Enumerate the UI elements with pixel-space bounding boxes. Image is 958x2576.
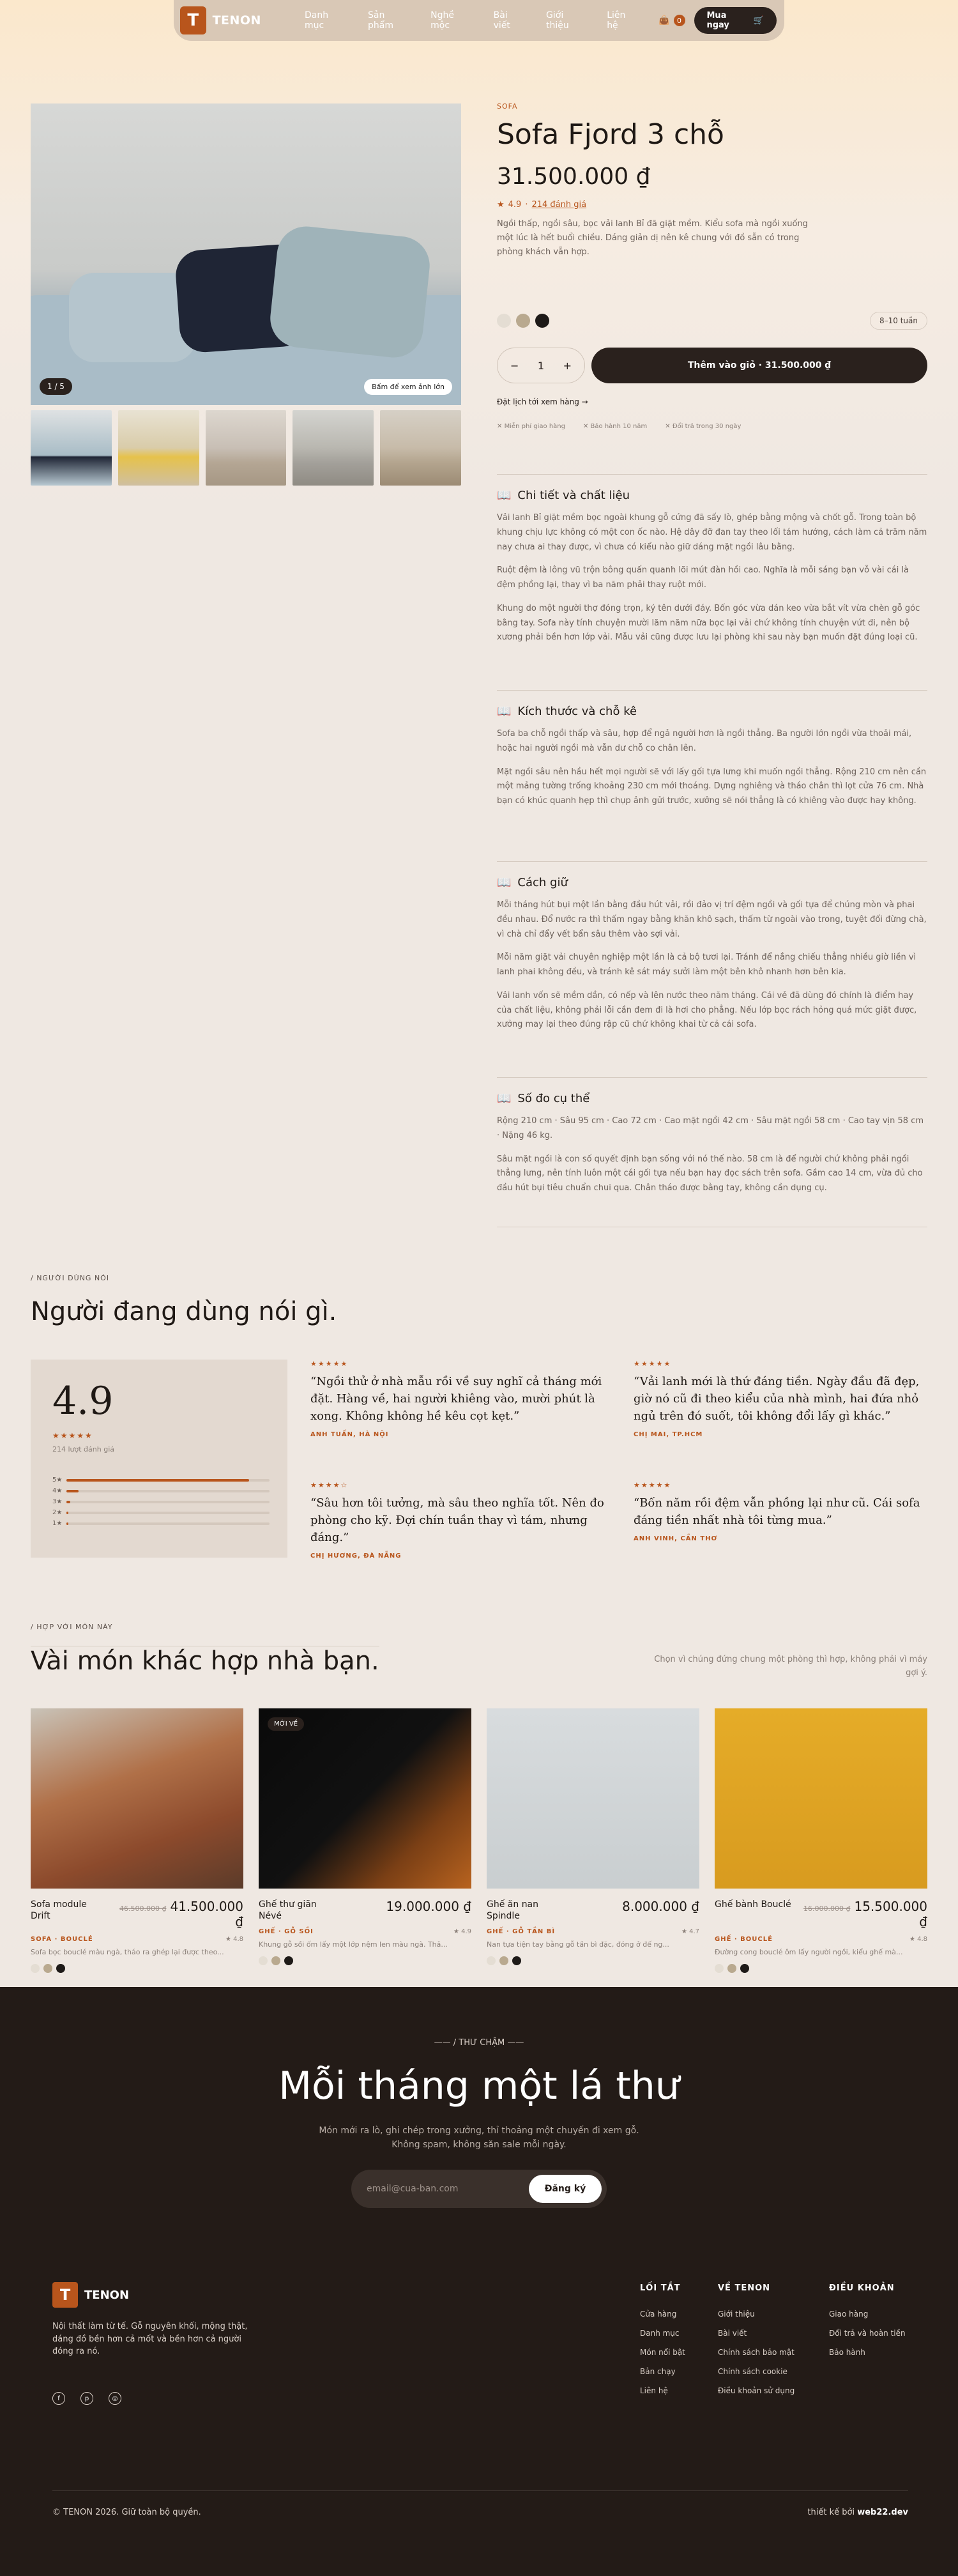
purchase-row xyxy=(497,348,927,383)
section-paragraph: Sâu mặt ngồi là con số quyết định bạn sống với nó thế nào. 58 cm là để người chứ không phải ngồi thẳng lưng, nên tính luôn một cái gối tựa nếu bạn hay đọc sách trên sofa. Gầm cao 14 cm, vừa đủ cho đầu hút bụi tiêu chuẩn chui qua. Chân tháo được bằng tay, không cần dụng cụ. xyxy=(497,1154,923,1193)
review-quote: “Bốn năm rồi đệm vẫn phồng lại như cũ. Cái sofa đáng tiền nhất nhà tôi từng mua.” xyxy=(634,1496,920,1527)
perk-free-shipping: ✕ Miễn phí giao hàng xyxy=(497,423,565,430)
review-card xyxy=(310,1360,604,1438)
footer-link[interactable]: Bài viết xyxy=(718,2329,747,2338)
product-main-image[interactable] xyxy=(31,103,461,405)
product-card-desc: Khung gỗ sồi ốm lấy một lớp nệm len màu ngà. Thả... xyxy=(259,1940,448,1949)
section-care xyxy=(497,861,927,1041)
related-kicker: / HỢP VỚI MÓN NÀY xyxy=(31,1623,113,1631)
newsletter-title: Mỗi tháng một lá thư xyxy=(278,2064,680,2108)
review-quote: “Sâu hơn tôi tưởng, mà sâu theo nghĩa tốt. Nên đo phòng cho kỹ. Đợi chín tuần thay vì tám, nhưng đáng.” xyxy=(310,1496,604,1544)
rating-bar-label: 1★ xyxy=(52,1520,63,1527)
review-card xyxy=(634,1481,927,1542)
product-card[interactable] xyxy=(259,1708,471,1973)
rating-distribution xyxy=(52,1475,270,1529)
product-card-image[interactable] xyxy=(31,1708,243,1889)
color-swatches xyxy=(497,312,927,330)
rating-bar-label: 2★ xyxy=(52,1509,63,1516)
nav-links xyxy=(305,10,658,31)
product-title: Sofa Fjord 3 chỗ xyxy=(497,118,724,151)
product-card-rating: ★ 4.8 xyxy=(225,1936,243,1943)
nav-link-categories[interactable]: Danh mục xyxy=(304,10,329,31)
swatch[interactable] xyxy=(499,1956,508,1965)
copyright: © TENON 2026. Giữ toàn bộ quyền. xyxy=(52,2508,201,2517)
section-paragraph: Vải lanh Bỉ giặt mềm bọc ngoài khung gỗ cứng đã sấy lò, ghép bằng mộng và chốt gỗ. Trong toàn bộ khung chịu lực không có một con ốc nào. Hệ dây đỡ đan tay theo lối tám hướng, cách làm cả trăm năm nay chưa ai thay được, vì chưa có kiểu nào giữ dáng mặt ngồi lâu bằng. xyxy=(497,513,927,552)
social-links xyxy=(52,2392,121,2405)
footer-link[interactable]: Liên hệ xyxy=(640,2386,668,2395)
rating-bar-row xyxy=(52,1485,270,1496)
product-card-tag: GHẾ · GỖ TẦN BÌ xyxy=(487,1928,556,1936)
footer-bottom xyxy=(52,2490,908,2517)
subscribe-button[interactable]: Đăng ký xyxy=(529,2175,602,2203)
review-stars: ★★★★★ xyxy=(634,1360,672,1368)
section-size xyxy=(497,690,927,818)
product-info xyxy=(497,102,927,1193)
swatch-sand[interactable] xyxy=(516,314,530,328)
product-card-tag: GHẾ · BOUCLÉ xyxy=(715,1936,773,1943)
image-counter: 1 / 5 xyxy=(40,378,72,395)
product-card-price: 19.000.000 ₫ xyxy=(386,1899,471,1914)
product-card-price: 8.000.000 ₫ xyxy=(622,1899,699,1914)
rating-bar-label: 4★ xyxy=(52,1487,63,1494)
quantity-value[interactable]: 1 xyxy=(537,359,545,372)
product-card-swatches xyxy=(715,1964,927,1973)
facebook-icon[interactable]: f xyxy=(52,2392,65,2405)
section-care-header[interactable] xyxy=(497,876,927,889)
section-title: Cách giữ xyxy=(517,876,568,889)
swatch[interactable] xyxy=(31,1964,40,1973)
old-price: 16.000.000 ₫ xyxy=(803,1905,851,1913)
product-card[interactable] xyxy=(487,1708,699,1973)
footer-col-shortcuts xyxy=(640,2283,685,2405)
footer-col-terms xyxy=(829,2283,906,2367)
logo-mark: T xyxy=(52,2282,78,2308)
product-price: 31.500.000 ₫ xyxy=(497,164,651,190)
nav-link-blog[interactable]: Bài viết xyxy=(493,10,510,31)
review-stars: ★★★★★ xyxy=(634,1481,672,1489)
cart-count-badge: 0 xyxy=(674,15,685,26)
rating-bar-row xyxy=(52,1496,270,1507)
footer-link[interactable]: Danh mục xyxy=(640,2329,680,2338)
footer-col-title: ĐIỀU KHOẢN xyxy=(829,2283,895,2293)
review-stars: ★★★★☆ xyxy=(310,1481,349,1489)
rating-bar-fill xyxy=(66,1512,68,1514)
pillow-shape xyxy=(268,224,433,360)
star-icon: ★ xyxy=(497,200,505,210)
perk-warranty: ✕ Bảo hành 10 năm xyxy=(582,423,648,430)
nav-link-products[interactable]: Sản phẩm xyxy=(367,10,393,31)
book-icon: 📖 xyxy=(497,876,512,889)
rating-bar-row xyxy=(52,1507,270,1518)
product-card-rating: ★ 4.7 xyxy=(681,1928,699,1936)
product-card-rating: ★ 4.8 xyxy=(909,1936,927,1943)
review-stars: ★★★★★ xyxy=(310,1360,349,1368)
product-card[interactable] xyxy=(31,1708,243,1973)
instagram-icon[interactable]: ◎ xyxy=(109,2392,121,2405)
rating-line xyxy=(497,200,927,210)
cart-icon: 🛒 xyxy=(753,15,764,26)
cart-button[interactable] xyxy=(658,15,685,26)
reviews-kicker: / NGƯỜI DÙNG NÓI xyxy=(31,1274,110,1282)
rating-bar-row xyxy=(52,1475,270,1485)
footer-link[interactable]: Chính sách cookie xyxy=(718,2367,787,2376)
thumbnail-strip xyxy=(31,410,461,487)
footer-link[interactable]: Bản chạy xyxy=(640,2367,676,2376)
section-paragraph: Mặt ngồi sâu nên hầu hết mọi người sẽ với lấy gối tựa lưng khi muốn ngồi thẳng. Rộng 210 cm nên cần một mảng tường trống khoảng 230 cm mới thoáng. Dựng nghiêng và tháo chân thì lọt cửa 76 cm. Nhà bạn có khúc quanh hẹp thì chụp ảnh gửi trước, xưởng sẽ nói thẳng là có khiêng vào được hay không. xyxy=(497,767,927,806)
quantity-stepper xyxy=(497,348,585,383)
swatch[interactable] xyxy=(512,1956,521,1965)
credit-link[interactable]: web22.dev xyxy=(857,2508,908,2517)
product-card-tag: GHẾ · GỖ SỒI xyxy=(259,1928,314,1936)
book-icon: 📖 xyxy=(497,1092,512,1105)
book-icon: 📖 xyxy=(497,489,512,502)
perks-row xyxy=(497,423,741,430)
nav-link-craft[interactable]: Nghề mộc xyxy=(430,10,454,31)
plus-button[interactable]: + xyxy=(563,359,572,372)
swatch[interactable] xyxy=(43,1964,52,1973)
bag-icon: 👜 xyxy=(658,15,670,26)
footer-logo[interactable] xyxy=(52,2282,129,2308)
rating-bar-fill xyxy=(66,1490,79,1492)
book-visit-link[interactable]: Đặt lịch tới xem hàng → xyxy=(497,397,588,406)
product-card-tag: SOFA · BOUCLÉ xyxy=(31,1936,93,1943)
newsletter-subtitle: Món mới ra lò, ghi chép trong xưởng, thỉ thoảng một chuyến đi xem gỗ. Không spam, không săn sale mỗi ngày. xyxy=(319,2126,639,2150)
review-author: CHỊ HƯƠNG, ĐÀ NẴNG xyxy=(310,1552,402,1560)
rating-score: 4.9 xyxy=(52,1379,114,1423)
rating-bar-track xyxy=(66,1512,270,1514)
section-title: Kích thước và chỗ kê xyxy=(517,705,637,718)
section-dimensions xyxy=(497,1077,927,1205)
review-card xyxy=(634,1360,927,1438)
product-card-name[interactable]: Ghế ăn nan Spindle xyxy=(487,1899,539,1922)
old-price: 46.500.000 ₫ xyxy=(119,1905,167,1913)
lead-time-badge: 8–10 tuần xyxy=(870,312,927,330)
rating-bar-track xyxy=(66,1490,270,1492)
swatch[interactable] xyxy=(715,1964,724,1973)
rating-bar-track xyxy=(66,1522,270,1525)
section-paragraph: Vải lanh vốn sẽ mềm dần, có nếp và lên nước theo năm tháng. Cái vẻ đã dùng đó chính là điểm hay của chất liệu, không phải lỗi cần đem đi là hơi cho phẳng. Nếu lớp bọc rách hỏng quá mức giặt được, xưởng may lại theo đúng rập cũ chứ không khai từ cả cái sofa. xyxy=(497,990,917,1030)
add-to-cart-button[interactable]: Thêm vào giỏ · 31.500.000 ₫ xyxy=(591,348,927,383)
rating-value: 4.9 xyxy=(508,200,522,210)
section-paragraph: Rộng 210 cm · Sâu 95 cm · Cao 72 cm · Cao mặt ngồi 42 cm · Sâu mặt ngồi 58 cm · Cao tay vịn 58 cm · Nặng 46 kg. xyxy=(497,1116,924,1140)
product-card-price: 16.000.000 ₫ 15.500.000 ₫ xyxy=(803,1899,927,1929)
section-details xyxy=(497,474,927,654)
brand-name[interactable]: TENON xyxy=(212,13,261,27)
swatch-charcoal[interactable] xyxy=(535,314,549,328)
nav-link-about[interactable]: Giới thiệu xyxy=(546,10,569,31)
review-quote: “Vải lanh mới là thứ đáng tiền. Ngày đầu đã đẹp, giờ nó cũ đi theo kiểu của nhà mình, hai đứa nhỏ ngủ trên đó suốt, tôi không đổi lấy gì khác.” xyxy=(634,1375,920,1423)
credit: thiết kế bởi web22.dev xyxy=(807,2508,908,2517)
review-quote: “Ngồi thử ở nhà mẫu rồi về suy nghĩ cả tháng mới đặt. Hàng về, hai người khiêng vào, mười phút là xong. Không không hề kêu cọt kẹt.” xyxy=(310,1375,602,1423)
section-paragraph: Khung do một người thợ đóng trọn, ký tên dưới đáy. Bốn góc vừa dán keo vừa bắt vít vừa chèn gỗ góc bằng tay. Sofa này tính chuyện mười lăm năm nữa bọc lại vải chứ không tính chuyện vứt đi, nên bộ xương phải bền hơn lớp vải. Mẫu vải cũng được lưu lại phòng khi sau này bạn muốn đặt đúng loại cũ. xyxy=(497,603,920,643)
footer-col-title: VỀ TENON xyxy=(718,2283,771,2293)
section-paragraph: Mỗi năm giặt vải chuyên nghiệp một lần là cả bộ tươi lại. Tránh để nắng chiếu thẳng nhiều giờ liền vì lanh phai không đều, và tránh kê sát máy sưởi làm một bên khô nhanh hơn bên kia. xyxy=(497,953,916,977)
review-author: CHỊ MAI, TP.HCM xyxy=(634,1431,703,1438)
logo-mark[interactable]: T xyxy=(180,6,206,34)
section-details-header[interactable] xyxy=(497,489,927,502)
product-card-image[interactable] xyxy=(259,1708,471,1889)
product-category[interactable]: SOFA xyxy=(497,102,518,111)
related-note: Chọn vì chúng đứng chung một phòng thì hợp, không phải vì máy gợi ý. xyxy=(654,1655,927,1678)
product-card-swatches xyxy=(31,1964,243,1973)
related-title: Vài món khác hợp nhà bạn. xyxy=(31,1646,379,1676)
review-card xyxy=(310,1481,604,1560)
related-products xyxy=(31,1708,927,1973)
section-title: Chi tiết và chất liệu xyxy=(517,489,630,502)
rating-bar-track xyxy=(66,1501,270,1503)
product-card-image[interactable] xyxy=(715,1708,927,1889)
swatch[interactable] xyxy=(727,1964,736,1973)
section-title: Số đo cụ thể xyxy=(517,1092,590,1105)
newsletter-form xyxy=(351,2170,607,2208)
perk-returns: ✕ Đổi trả trong 30 ngày xyxy=(665,423,741,430)
nav-link-contact[interactable]: Liên hệ xyxy=(607,10,626,31)
rating-bar-fill xyxy=(66,1522,68,1525)
swatch[interactable] xyxy=(284,1956,293,1965)
thumbnail-3[interactable] xyxy=(206,410,287,486)
thumbnail-1[interactable] xyxy=(31,410,112,486)
section-paragraph: Sofa ba chỗ ngồi thấp và sâu, hợp để ngả người hơn là ngồi thẳng. Ba người lớn ngồi vừa thoải mái, hoặc hai người ngồi mà vẫn dư chỗ co chân lên. xyxy=(497,729,912,753)
minus-button[interactable]: − xyxy=(510,359,519,372)
footer-link[interactable]: Bảo hành xyxy=(829,2348,865,2357)
rating-bar-fill xyxy=(66,1479,249,1482)
product-card-swatches xyxy=(487,1956,699,1965)
review-author: ANH VINH, CẦN THƠ xyxy=(634,1535,718,1542)
zoom-hint-button[interactable]: Bấm để xem ảnh lớn xyxy=(364,379,452,395)
footer-link[interactable]: Món nổi bật xyxy=(640,2348,685,2357)
email-input[interactable]: email@cua-ban.com xyxy=(367,2184,459,2194)
footer-col-title: LỐI TẮT xyxy=(640,2283,681,2293)
footer-link[interactable]: Đổi trả và hoàn tiền xyxy=(829,2329,906,2338)
product-card[interactable] xyxy=(715,1708,927,1973)
product-card-image[interactable] xyxy=(487,1708,699,1889)
buy-now-button[interactable] xyxy=(694,7,777,34)
rating-summary xyxy=(31,1360,287,1558)
review-author: ANH TUẤN, HÀ NỘI xyxy=(310,1431,389,1438)
rating-bar-label: 5★ xyxy=(52,1476,63,1483)
footer-link[interactable]: Điều khoản sử dụng xyxy=(718,2386,795,2395)
brand-name: TENON xyxy=(84,2288,130,2302)
product-card-price: 46.500.000 ₫ 41.500.000 ₫ xyxy=(119,1899,243,1929)
footer-tagline: Nội thất làm từ tế. Gỗ nguyên khối, mộng thật, dáng đồ bền hơn cả mốt và bền hơn cả người đóng ra nó. xyxy=(52,2322,248,2356)
footer-link[interactable]: Chính sách bảo mật xyxy=(718,2348,795,2357)
product-card-name[interactable]: Ghế bành Bouclé xyxy=(715,1899,791,1910)
rating-bar-label: 3★ xyxy=(52,1498,63,1505)
buy-now-label: Mua ngay xyxy=(706,11,729,30)
product-card-desc: Sofa bọc bouclé màu ngà, tháo ra ghép lại được theo... xyxy=(31,1948,224,1956)
swatch-linen[interactable] xyxy=(497,314,511,328)
thumbnail-5[interactable] xyxy=(380,410,461,486)
rating-stars: ★★★★★ xyxy=(52,1431,93,1440)
reviews-title: Người đang dùng nói gì. xyxy=(31,1297,337,1326)
swatch[interactable] xyxy=(56,1964,65,1973)
review-count-link[interactable]: 214 đánh giá xyxy=(531,200,587,210)
dot-separator: · xyxy=(525,200,528,210)
product-card-desc: Nan tựa tiện tay bằng gỗ tần bì đặc, đóng ở đế ng... xyxy=(487,1940,669,1949)
swatch[interactable] xyxy=(271,1956,280,1965)
product-card-swatches xyxy=(259,1956,471,1965)
swatch[interactable] xyxy=(740,1964,749,1973)
product-card-name[interactable]: Ghế thư giãn Névé xyxy=(259,1899,317,1922)
newsletter-kicker: —— / THƯ CHẬM —— xyxy=(434,2038,524,2048)
section-paragraph: Ruột đệm là lông vũ trộn bông quấn quanh lõi mút đàn hồi cao. Nghĩa là mỗi sáng bạn vỗ vài cái là đệm phồng lại, thay vì ba năm phải thay ruột mới. xyxy=(497,565,909,590)
rating-count: 214 lượt đánh giá xyxy=(52,1445,115,1453)
product-card-rating: ★ 4.9 xyxy=(453,1928,471,1936)
product-card-name[interactable]: Sofa module Drift xyxy=(31,1899,87,1922)
product-card-desc: Đường cong bouclé ôm lấy người ngồi, kiểu ghế mà... xyxy=(715,1948,903,1956)
rating-bar-row xyxy=(52,1518,270,1529)
thumbnail-4[interactable] xyxy=(293,410,374,486)
rating-bar-track xyxy=(66,1479,270,1482)
swatch[interactable] xyxy=(259,1956,268,1965)
footer-link[interactable]: Cửa hàng xyxy=(640,2310,677,2319)
rating-bar-fill xyxy=(66,1501,70,1503)
footer-link[interactable]: Giao hàng xyxy=(829,2310,869,2319)
footer xyxy=(0,1987,958,2576)
book-icon: 📖 xyxy=(497,705,512,718)
section-dimensions-header[interactable] xyxy=(497,1092,927,1105)
thumbnail-2[interactable] xyxy=(118,410,199,486)
swatch[interactable] xyxy=(487,1956,496,1965)
section-paragraph: Mỗi tháng hút bụi một lần bằng đầu hút vải, rồi đảo vị trí đệm ngồi và gối tựa để chúng mòn và phai đều nhau. Đổ nước ra thì thấm ngay bằng khăn khô sạch, thấm từ ngoài vào trong, tuyệt đối đừng chà, vì chà chỉ đẩy vết bẩn sâu thêm vào sợi vải. xyxy=(497,900,927,939)
product-description: Ngồi thấp, ngồi sâu, bọc vải lanh Bỉ đã giặt mềm. Kiểu sofa mà ngồi xuống một lúc là hết buổi chiều. Dáng giản dị nên kê chung với đồ sẵn có trong phòng khách vẫn hợp. xyxy=(497,219,808,257)
footer-col-about xyxy=(718,2283,795,2405)
section-size-header[interactable] xyxy=(497,705,927,718)
pinterest-icon[interactable]: p xyxy=(80,2392,93,2405)
footer-link[interactable]: Giới thiệu xyxy=(718,2310,755,2319)
top-nav xyxy=(174,0,784,41)
new-badge: MỚI VỀ xyxy=(268,1717,304,1731)
